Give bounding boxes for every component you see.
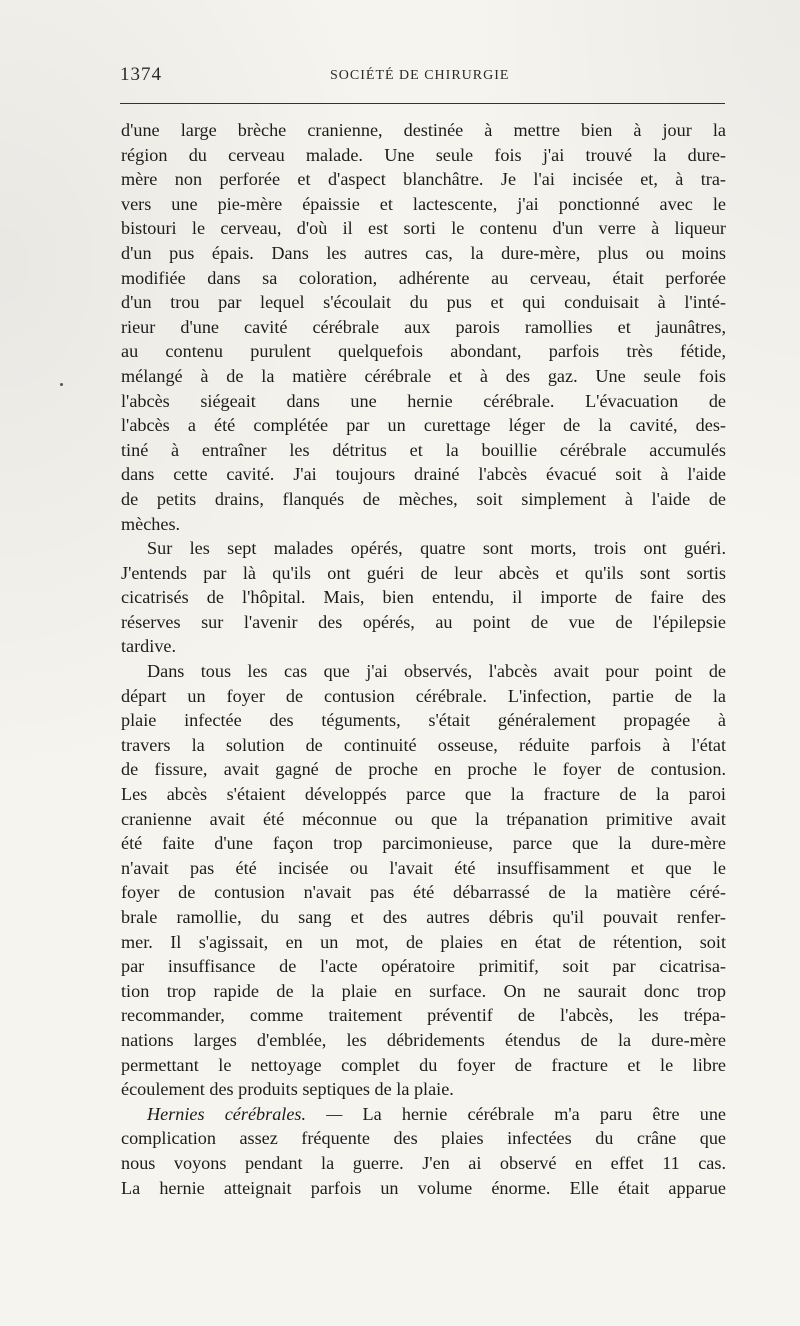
text-line: bistouri le cerveau, d'où il est sorti le contenu d'un verre à liqueur (121, 218, 726, 239)
section-heading: Hernies cérébrales. — (147, 1103, 343, 1124)
text-line: de fissure, avait gagné de proche en proche le foyer de contusion. (121, 759, 726, 780)
margin-speck (60, 383, 63, 386)
text-line: dans cette cavité. J'ai toujours drainé l'abcès évacué soit à l'aide (121, 464, 726, 485)
text-line: au contenu purulent quelquefois abondant, parfois très fétide, (121, 341, 726, 362)
text-line: cicatrisés de l'hôpital. Mais, bien entendu, il importe de faire des (121, 587, 726, 608)
text-line: complication assez fréquente des plaies infectées du crâne que (121, 1128, 726, 1149)
text-line: réserves sur l'avenir des opérés, au point de vue de l'épilepsie (121, 611, 726, 632)
section-heading-continuation: La hernie cérébrale m'a paru être une (362, 1103, 727, 1124)
text-line: foyer de contusion n'avait pas été débarrassé de la matière céré- (121, 882, 726, 903)
text-line (121, 1102, 726, 1127)
header-rule (120, 103, 725, 104)
text-line: tiné à entraîner les détritus et la bouillie cérébrale accumulés (121, 439, 726, 460)
text-line: d'un trou par lequel s'écoulait du pus et qui conduisait à l'inté- (121, 292, 726, 313)
text-line: nous voyons pendant la guerre. J'en ai observé en effet 11 cas. (121, 1152, 726, 1173)
text-line: vers une pie-mère épaissie et lactescente, j'ai ponctionné avec le (121, 193, 726, 214)
text-line: mèches. (121, 513, 181, 534)
text-line: brale ramollie, du sang et des autres débris qu'il pouvait renfer- (121, 907, 726, 927)
text-line: nations larges d'emblée, les débridements étendus de la dure-mère (121, 1029, 726, 1050)
body-text (121, 118, 726, 1200)
text-line: par insuffisance de l'acte opératoire primitif, soit par cicatrisa- (121, 956, 726, 977)
text-line: écoulement des produits septiques de la plaie. (121, 1079, 454, 1100)
text-line: J'entends par là qu'ils ont guéri de leur abcès et qu'ils sont sortis (121, 562, 726, 583)
text-line: rieur d'une cavité cérébrale aux parois ramollies et jaunâtres, (121, 316, 726, 337)
running-head: SOCIÉTÉ DE CHIRURGIE (330, 68, 510, 83)
text-line: d'un pus épais. Dans les autres cas, la dure-mère, plus ou moins (121, 242, 726, 263)
text-line: La hernie atteignait parfois un volume énorme. Elle était apparue (121, 1177, 726, 1198)
text-line: Sur les sept malades opérés, quatre sont morts, trois ont guéri. (147, 538, 726, 559)
text-line: été faite d'une façon trop parcimonieuse, parce que la dure-mère (121, 833, 726, 854)
text-line: d'une large brèche cranienne, destinée à mettre bien à jour la (121, 120, 726, 140)
text-line: modifiée dans sa coloration, adhérente au cerveau, était perforée (121, 267, 726, 288)
text-line: région du cerveau malade. Une seule fois j'ai trouvé la dure- (121, 144, 726, 165)
page-header (120, 64, 725, 90)
text-line: recommander, comme traitement préventif de l'abcès, les trépa- (121, 1005, 726, 1026)
text-line: de petits drains, flanqués de mèches, soit simplement à l'aide de (121, 488, 726, 509)
text-line: mère non perforée et d'aspect blanchâtre. Je l'ai incisée et, à tra- (121, 169, 726, 190)
page-number: 1374 (120, 64, 162, 85)
text-line: départ un foyer de contusion cérébrale. L'infection, partie de la (121, 685, 726, 706)
text-line: mer. Il s'agissait, en un mot, de plaies en état de rétention, soit (121, 931, 726, 952)
text-line: Dans tous les cas que j'ai observés, l'abcès avait pour point de (147, 661, 726, 682)
text-line: cranienne avait été méconnue ou que la trépanation primitive avait (121, 808, 726, 829)
text-line: n'avait pas été incisée ou l'avait été insuffisamment et que le (121, 857, 726, 878)
text-line: permettant le nettoyage complet du foyer de fracture et le libre (121, 1054, 726, 1075)
text-line: plaie infectée des téguments, s'était généralement propagée à (121, 710, 726, 731)
text-line: tion trop rapide de la plaie en surface. On ne saurait donc trop (121, 980, 726, 1001)
text-line: mélangé à de la matière cérébrale et à des gaz. Une seule fois (121, 365, 726, 386)
text-line: tardive. (121, 636, 177, 657)
text-line: Les abcès s'étaient développés parce que la fracture de la paroi (121, 784, 726, 805)
text-line: l'abcès a été complétée par un curettage léger de la cavité, des- (121, 415, 726, 436)
text-line: travers la solution de continuité osseuse, réduite parfois à l'état (121, 734, 726, 755)
text-line: l'abcès siégeait dans une hernie cérébrale. L'évacuation de (121, 390, 726, 411)
